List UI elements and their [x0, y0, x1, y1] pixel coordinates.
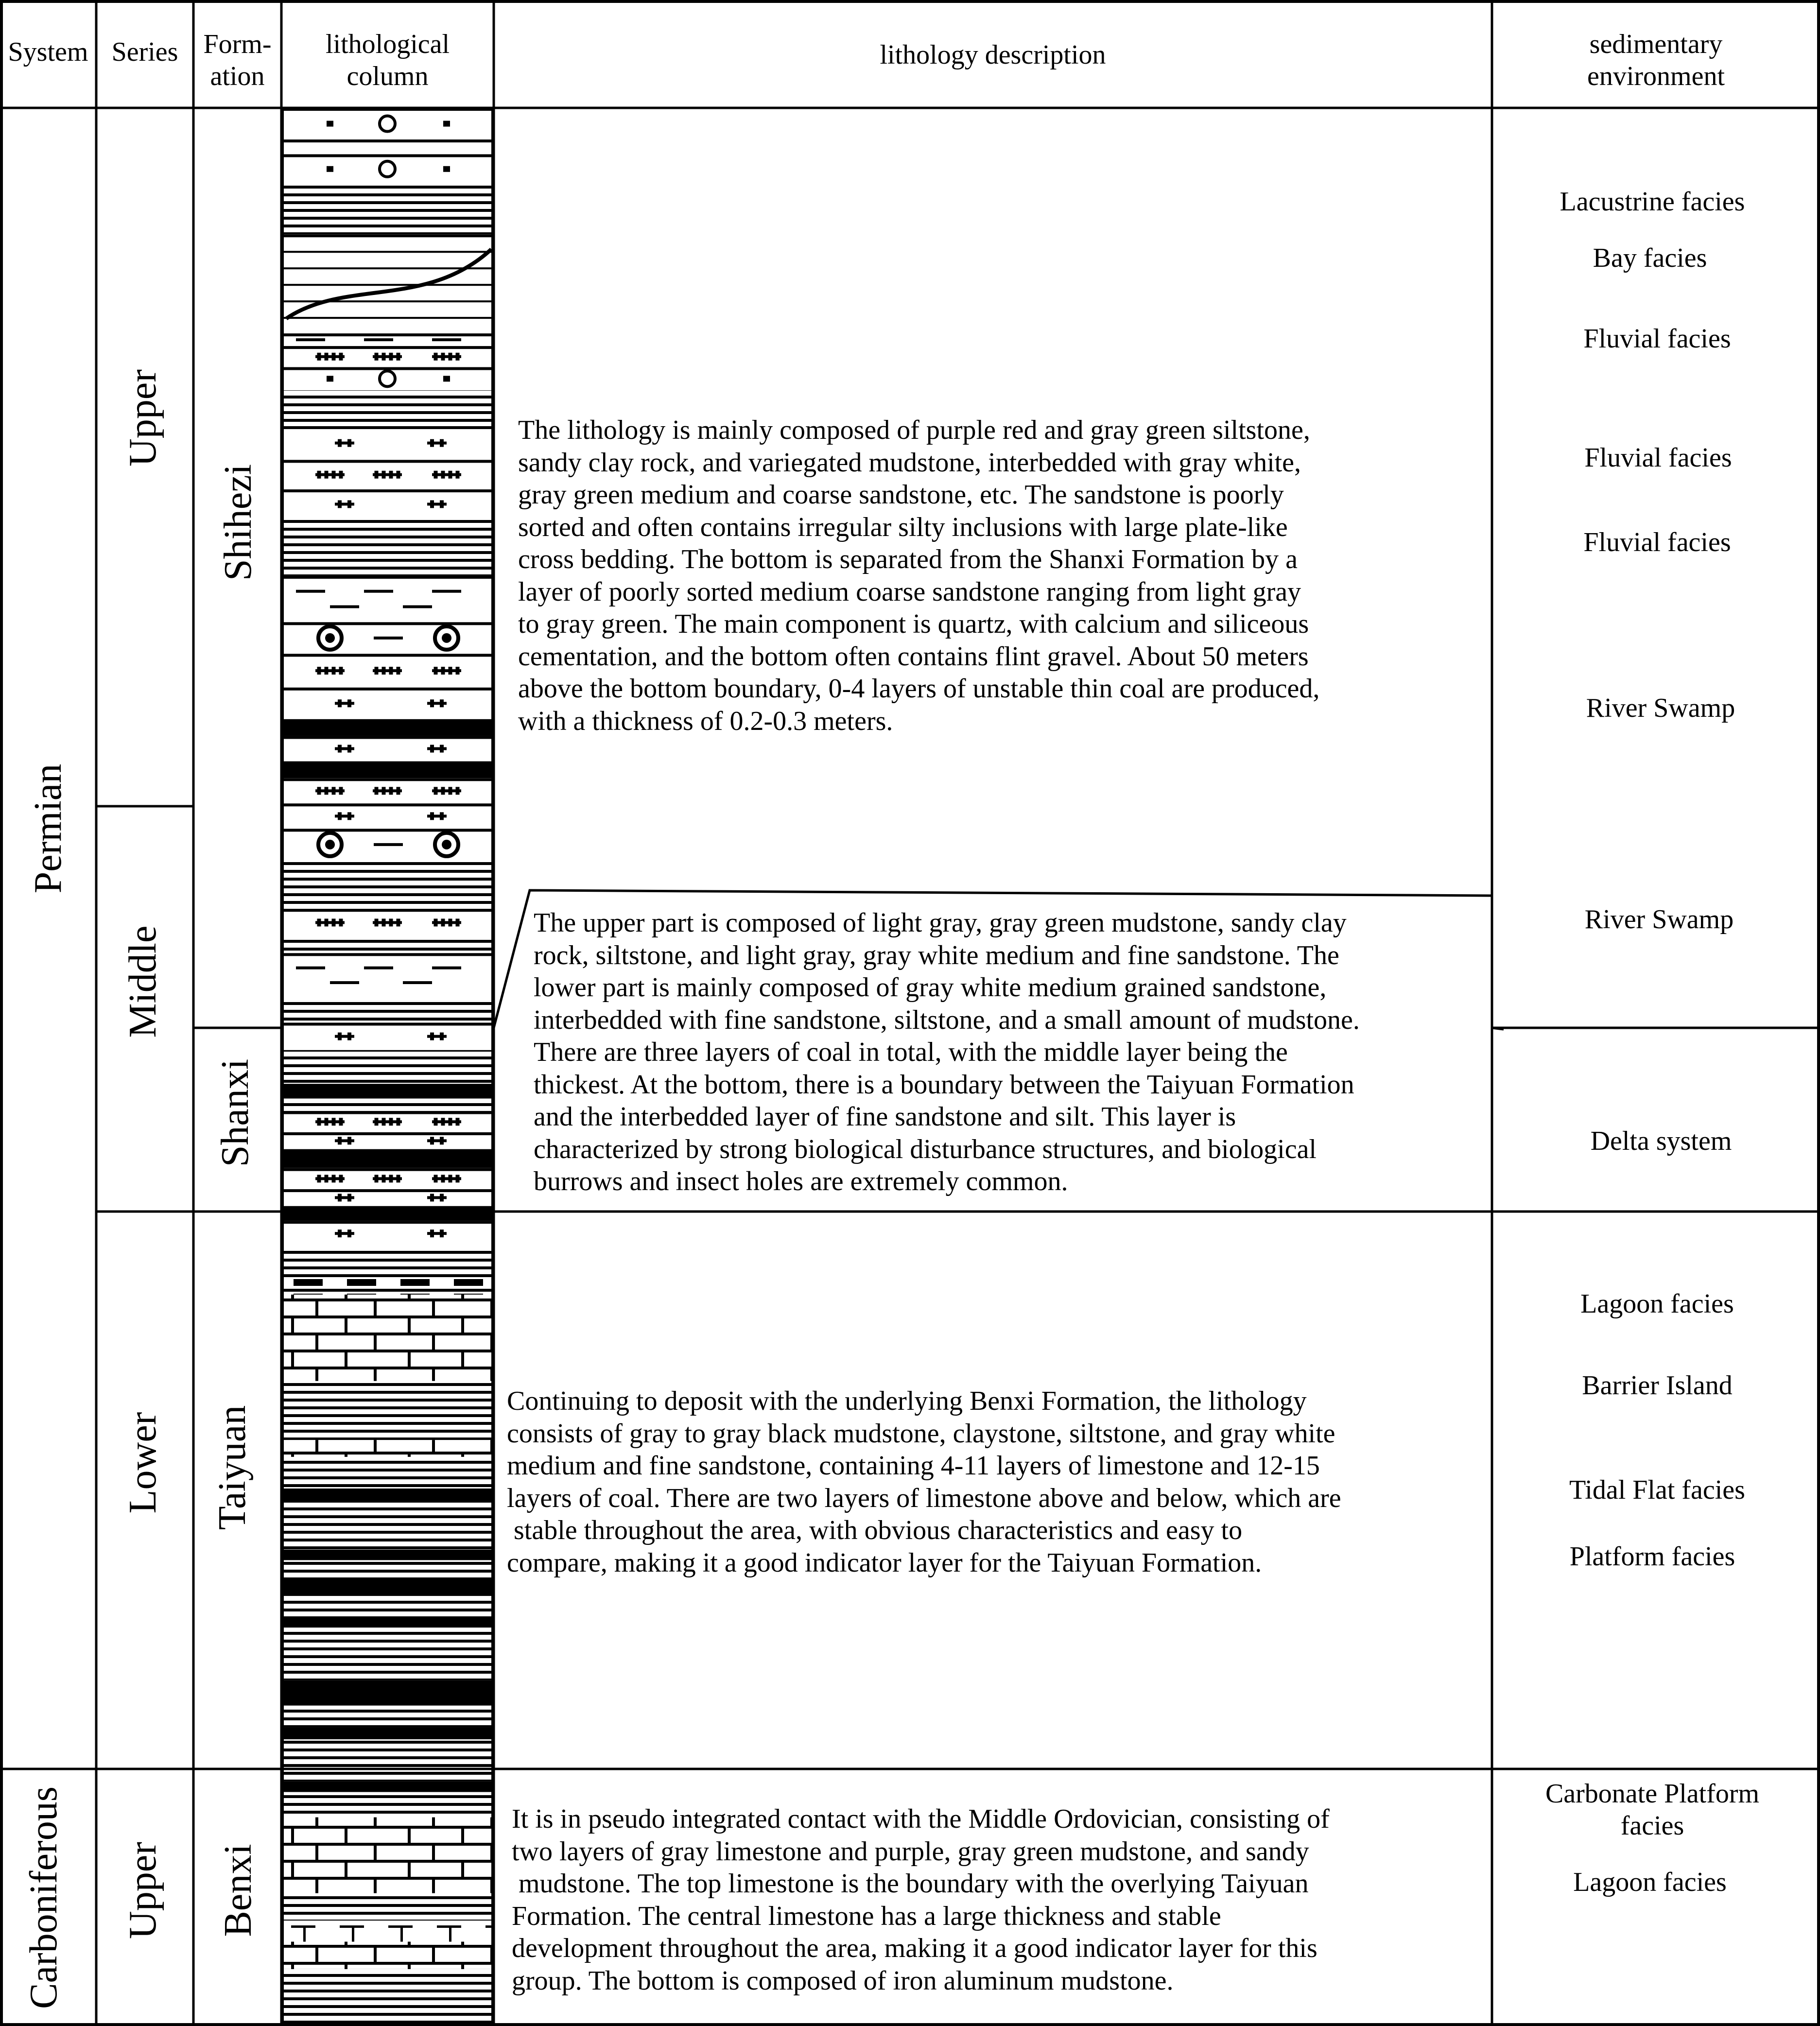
description-benxi: It is in pseudo integrated contact with the Middle Ordovician, consisting of two layers of gray limestone and purple, gray green mudstone, and sandy mudstone. The top limestone is the boundary with the overlying Taiyuan Formation. The central limestone has a large thickness and stable development throughout the area, making it a good indicator layer for this group. The bottom is composed of iron aluminum mudstone. [512, 1804, 1330, 1996]
environment-label: Lacustrine facies [1560, 187, 1745, 217]
header-lithology-description: lithology description [880, 40, 1106, 70]
environment-label: Carbonate Platform facies [1545, 1779, 1760, 1841]
environment-label: River Swamp [1584, 904, 1734, 935]
formation-benxi: Benxi [217, 1844, 260, 1937]
description-shihezi: The lithology is mainly composed of purple red and gray green siltstone, sandy clay rock, and variegated mudstone, interbedded with gray white, gray green medium and coarse sandstone, etc. The sandstone is poorly sorted and often contains irregular silty inclusions with large plate-like cross bedding. The bottom is separated from the Shanxi Formation by a layer of poorly sorted medium coarse sandstone ranging from light gray to gray green. The main component is quartz, with calcium and siliceous cementation, and the bottom often contains flint gravel. About 50 meters above the bottom boundary, 0-4 layers of unstable thin coal are produced, with a thickness of 0.2-0.3 meters. [518, 415, 1320, 736]
environment-label: Platform facies [1569, 1541, 1735, 1572]
header-system: System [8, 37, 88, 67]
description-taiyuan: Continuing to deposit with the underlying Benxi Formation, the lithology consists of gray to gray black mudstone, claystone, siltstone, and gray white medium and fine sandstone, containing 4-11 layers of limestone and 12-15 layers of coal. There are two layers of limestone above and below, which are stable throughout the area, with obvious characteristics and easy to compare, making it a good indicator layer for the Taiyuan Formation. [507, 1386, 1341, 1578]
environment-label: Lagoon facies [1573, 1867, 1727, 1897]
header-formation: Form- ation [203, 29, 272, 91]
formation-shanxi: Shanxi [214, 1058, 257, 1167]
system-permian: Permian [27, 763, 69, 894]
header-sedimentary-environment: sedimentary environment [1587, 29, 1725, 91]
environment-label: River Swamp [1586, 693, 1735, 723]
header-series: Series [111, 37, 178, 67]
header-lithological-column: lithological column [325, 29, 450, 91]
environment-label: Delta system [1590, 1126, 1732, 1156]
formation-taiyuan: Taiyuan [211, 1405, 254, 1530]
environment-label: Lagoon facies [1580, 1289, 1734, 1319]
system-carboniferous: Carboniferous [22, 1786, 65, 2009]
description-shanxi: The upper part is composed of light gray, gray green mudstone, sandy clay rock, siltstone, and light gray, gray white medium and fine sandstone. The lower part is mainly composed of gray white medium grained sandstone, interbedded with fine sandstone, siltstone, and a small amount of mudstone. There are three layers of coal in total, with the middle layer being the thickest. At the bottom, there is a boundary between the Taiyuan Formation and the interbedded layer of fine sandstone and silt. This layer is characterized by strong biological disturbance structures, and biological burrows and insect holes are extremely common. [534, 908, 1360, 1196]
environment-label: Fluvial facies [1583, 527, 1731, 557]
series-middle-permian: Middle [121, 925, 164, 1038]
environment-label: Bay facies [1593, 243, 1707, 273]
series-lower-permian: Lower [121, 1412, 164, 1514]
series-upper-carboniferous: Upper [121, 1842, 164, 1939]
environment-label: Tidal Flat facies [1569, 1475, 1745, 1505]
environment-label: Barrier Island [1582, 1370, 1733, 1401]
environment-label: Fluvial facies [1583, 324, 1731, 354]
formation-shihezi: Shihezi [217, 464, 260, 581]
environment-label: Fluvial facies [1584, 443, 1732, 473]
series-upper-permian: Upper [121, 369, 164, 467]
